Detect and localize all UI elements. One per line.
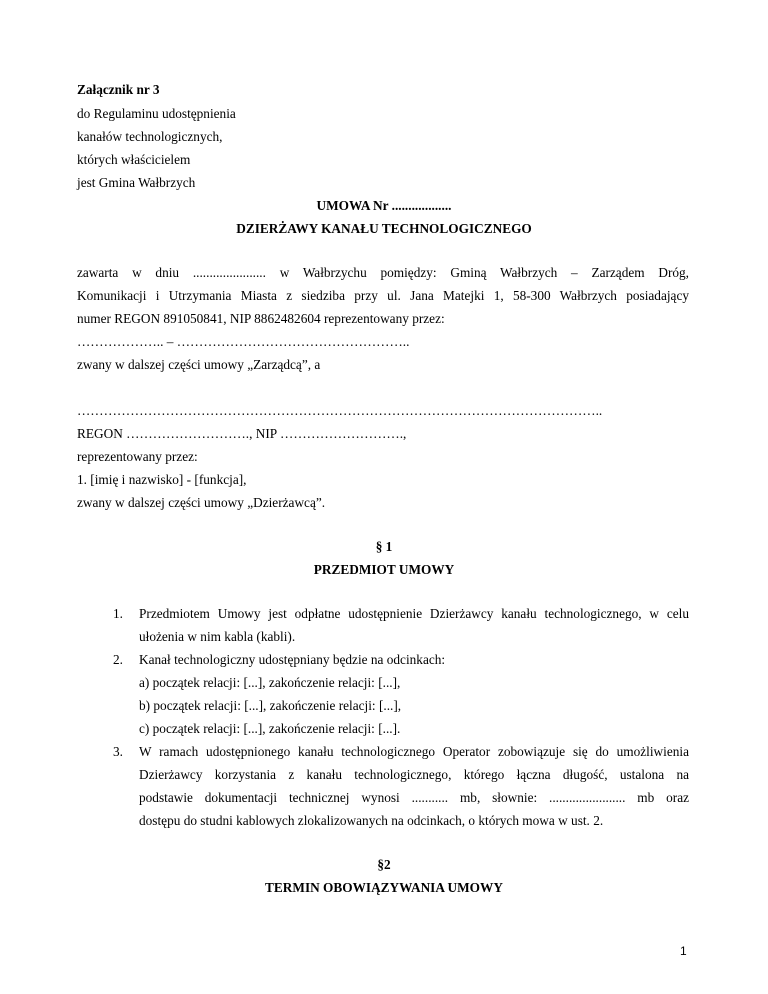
party1-line-2: Komunikacji i Utrzymania Miasta z siedziba przy ul. Jana Matejki 1, 58-300 Wałbrzych posiadający bbox=[77, 288, 689, 303]
item2-sub-b: b) początek relacji: [...], zakończenie relacji: [...], bbox=[139, 698, 402, 713]
contract-number: UMOWA Nr .................. bbox=[316, 198, 452, 213]
party1-representative-blank: ……………….. – …………………………………………….. bbox=[77, 334, 410, 349]
annex-title: Załącznik nr 3 bbox=[77, 82, 160, 97]
party2-regon-nip: REGON ………………………., NIP ………………………., bbox=[77, 426, 407, 441]
item2-line-1: Kanał technologiczny udostępniany będzie na odcinkach: bbox=[139, 652, 446, 667]
item1-line-1: Przedmiotem Umowy jest odpłatne udostępnienie Dzierżawcy kanału technologicznego, w celu bbox=[139, 606, 689, 621]
item3-line-4: dostępu do studni kablowych zlokalizowanych na odcinkach, o których mowa w ust. 2. bbox=[139, 813, 604, 828]
item3-number: 3. bbox=[113, 744, 123, 759]
item3-line-1: W ramach udostępnionego kanału technologicznego Operator zobowiązuje się do umożliwienia bbox=[139, 744, 689, 759]
item2-sub-a: a) początek relacji: [...], zakończenie relacji: [...], bbox=[139, 675, 401, 690]
party2-line-3: reprezentowany przez: bbox=[77, 449, 198, 464]
annex-line-5: jest Gmina Wałbrzych bbox=[77, 175, 196, 190]
party2-line-5: zwany w dalszej części umowy „Dzierżawcą”. bbox=[77, 495, 326, 510]
annex-line-2: do Regulaminu udostępnienia bbox=[77, 106, 236, 121]
item1-line-2: ułożenia w nim kabla (kabli). bbox=[139, 629, 296, 644]
party1-line-5: zwany w dalszej części umowy „Zarządcą”, a bbox=[77, 357, 321, 372]
page-number: 1 bbox=[680, 944, 687, 958]
section1-heading: PRZEDMIOT UMOWY bbox=[313, 562, 455, 577]
party1-line-3: numer REGON 891050841, NIP 8862482604 reprezentowany przez: bbox=[77, 311, 445, 326]
annex-line-4: których właścicielem bbox=[77, 152, 191, 167]
section2-heading: TERMIN OBOWIĄZYWANIA UMOWY bbox=[265, 880, 503, 895]
item1-number: 1. bbox=[113, 606, 123, 621]
section1-symbol: § 1 bbox=[375, 539, 393, 554]
contract-type: DZIERŻAWY KANAŁU TECHNOLOGICZNEGO bbox=[236, 221, 532, 236]
party2-representative: 1. [imię i nazwisko] - [funkcja], bbox=[77, 472, 247, 487]
item2-number: 2. bbox=[113, 652, 123, 667]
item2-sub-c: c) początek relacji: [...], zakończenie relacji: [...]. bbox=[139, 721, 401, 736]
party1-line-1: zawarta w dniu ...................... w Wałbrzychu pomiędzy: Gminą Wałbrzych – Zarządem Dróg, bbox=[77, 265, 689, 280]
annex-line-3: kanałów technologicznych, bbox=[77, 129, 223, 144]
item3-line-2: Dzierżawcy korzystania z kanału technologicznego, którego łączna długość, ustalona na bbox=[139, 767, 689, 782]
section2-symbol: §2 bbox=[377, 857, 391, 872]
item3-line-3: podstawie dokumentacji technicznej wynosi ........... mb, słownie: ....................... mb oraz bbox=[139, 790, 689, 805]
party2-name-blank: ……………………………………………………………………………………………………….. bbox=[77, 403, 603, 418]
